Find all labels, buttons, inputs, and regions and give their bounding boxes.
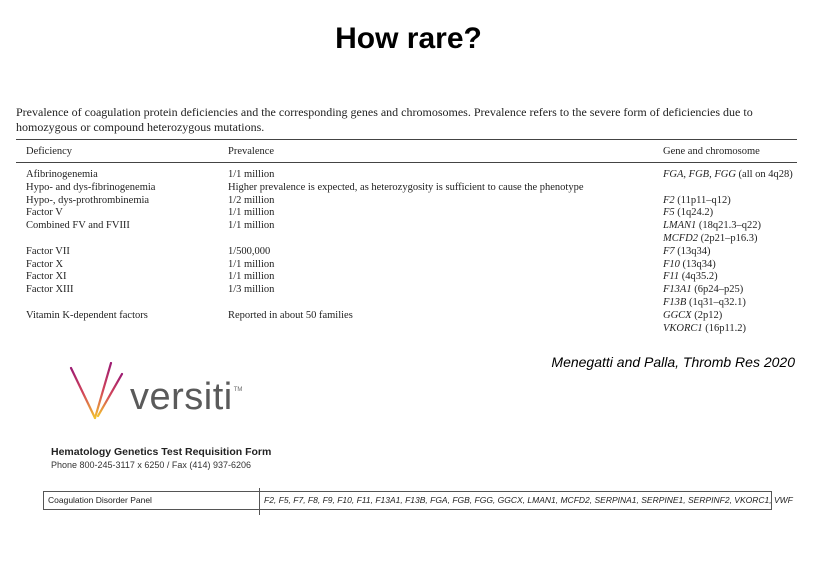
- table-row: [26, 195, 806, 208]
- chromosome-location: (13q34): [674, 245, 711, 257]
- chromosome-location: (18q21.3–q22): [696, 220, 762, 232]
- cell-deficiency: Factor XI: [26, 271, 67, 283]
- cell-gene-chromosome: [663, 323, 746, 336]
- cell-deficiency: Vitamin K-dependent factors: [26, 309, 148, 321]
- table-caption: Prevalence of coagulation protein deficiencies and the corresponding genes and chromosomes. Prevalence refers to the severe form of deficiencies due to homozygous or compound heterozygous mutations.: [16, 105, 753, 134]
- gene-name: GGCX: [663, 309, 692, 321]
- chromosome-location: (2p21–p16.3): [698, 232, 758, 244]
- chromosome-location: (all on 4q28): [735, 169, 793, 180]
- cell-prevalence: 1/1 million: [228, 220, 275, 232]
- panel-name: Coagulation Disorder Panel: [48, 495, 152, 505]
- header-prevalence: Prevalence: [228, 146, 275, 157]
- form-title: Hematology Genetics Test Requisition Form: [51, 446, 272, 458]
- gene-name: LMAN1: [663, 220, 697, 232]
- cell-gene-chromosome: [663, 246, 711, 259]
- table-row: [26, 220, 806, 233]
- cell-gene-chromosome: [663, 207, 713, 220]
- cell-deficiency: Afibrinogenemia: [26, 169, 98, 180]
- cell-prevalence: Higher prevalence is expected, as heterozygosity is sufficient to cause the phenotype: [228, 181, 584, 193]
- chromosome-location: (13q34): [679, 258, 716, 270]
- cell-deficiency: Factor X: [26, 258, 64, 270]
- panel-genes: F2, F5, F7, F8, F9, F10, F11, F13A1, F13B, FGA, FGB, FGG, GGCX, LMAN1, MCFD2, SERPINA1, SERPINE1, SERPINF2, VKORC1, VWF: [264, 495, 793, 505]
- cell-gene-chromosome: [663, 220, 761, 233]
- gene-name: F13A1: [663, 284, 692, 296]
- table-row: [26, 233, 806, 246]
- header-deficiency: Deficiency: [26, 146, 73, 157]
- gene-name: MCFD2: [663, 232, 698, 244]
- slide-title: How rare?: [335, 22, 482, 55]
- cell-gene-chromosome: [663, 195, 731, 208]
- chromosome-location: (1q24.2): [674, 207, 714, 219]
- column-divider: [259, 488, 260, 515]
- table-body: [26, 169, 806, 335]
- cell-prevalence: 1/500,000: [228, 245, 271, 257]
- table-row: [26, 182, 806, 195]
- table-row: [26, 259, 806, 272]
- chromosome-location: (6p24–p25): [691, 284, 744, 296]
- chromosome-location: (2p12): [691, 309, 723, 321]
- gene-name: F7: [663, 245, 675, 257]
- cell-prevalence: 1/3 million: [228, 284, 275, 296]
- gene-name: F11: [663, 271, 680, 283]
- gene-name: FGA, FGB, FGG: [663, 169, 736, 180]
- versiti-logo: [66, 362, 266, 424]
- cell-deficiency: Factor VII: [26, 245, 70, 257]
- cell-gene-chromosome: [663, 233, 758, 246]
- gene-name: F10: [663, 258, 680, 270]
- cell-prevalence: 1/1 million: [228, 271, 275, 283]
- versiti-logo-mark-icon: [66, 362, 136, 424]
- cell-prevalence: 1/2 million: [228, 194, 275, 206]
- cell-gene-chromosome: [663, 271, 718, 284]
- cell-gene-chromosome: [663, 259, 716, 272]
- table-row: [26, 169, 806, 182]
- table-top-rule: [16, 139, 797, 140]
- citation: Menegatti and Palla, Thromb Res 2020: [551, 354, 795, 370]
- cell-prevalence: 1/1 million: [228, 169, 275, 180]
- chromosome-location: (4q35.2): [679, 271, 718, 283]
- table-row: [26, 284, 806, 297]
- versiti-logo-wordmark: [130, 376, 242, 419]
- gene-name: F5: [663, 207, 675, 219]
- table-header-rule: [16, 162, 797, 163]
- cell-gene-chromosome: [663, 297, 746, 310]
- cell-gene-chromosome: [663, 284, 743, 297]
- gene-name: VKORC1: [663, 322, 703, 334]
- gene-name: F13B: [663, 296, 687, 308]
- cell-deficiency: Factor V: [26, 207, 63, 219]
- cell-prevalence: 1/1 million: [228, 258, 275, 270]
- cell-deficiency: Hypo- and dys-fibrinogenemia: [26, 181, 156, 193]
- cell-gene-chromosome: [663, 169, 793, 182]
- table-row: [26, 207, 806, 220]
- table-row: [26, 310, 806, 323]
- cell-prevalence: Reported in about 50 families: [228, 309, 353, 321]
- cell-deficiency: Combined FV and FVIII: [26, 220, 130, 232]
- chromosome-location: (16p11.2): [702, 322, 747, 334]
- trademark: TM: [233, 387, 243, 393]
- chromosome-location: (11p11–q12): [674, 194, 731, 206]
- form-phone: Phone 800-245-3117 x 6250 / Fax (414) 937-6206: [51, 460, 251, 470]
- cell-gene-chromosome: [663, 310, 722, 323]
- panel-table-row: [43, 491, 793, 510]
- table-row: [26, 246, 806, 259]
- table-row: [26, 271, 806, 284]
- header-gene: Gene and chromosome: [663, 146, 760, 157]
- gene-name: F2: [663, 194, 675, 206]
- cell-prevalence: 1/1 million: [228, 207, 275, 219]
- cell-deficiency: Hypo-, dys-prothrombinemia: [26, 194, 150, 206]
- chromosome-location: (1q31–q32.1): [686, 296, 746, 308]
- table-row: [26, 323, 806, 336]
- versiti-logo-text: versiti: [130, 376, 233, 418]
- cell-deficiency: Factor XIII: [26, 284, 74, 296]
- table-row: [26, 297, 806, 310]
